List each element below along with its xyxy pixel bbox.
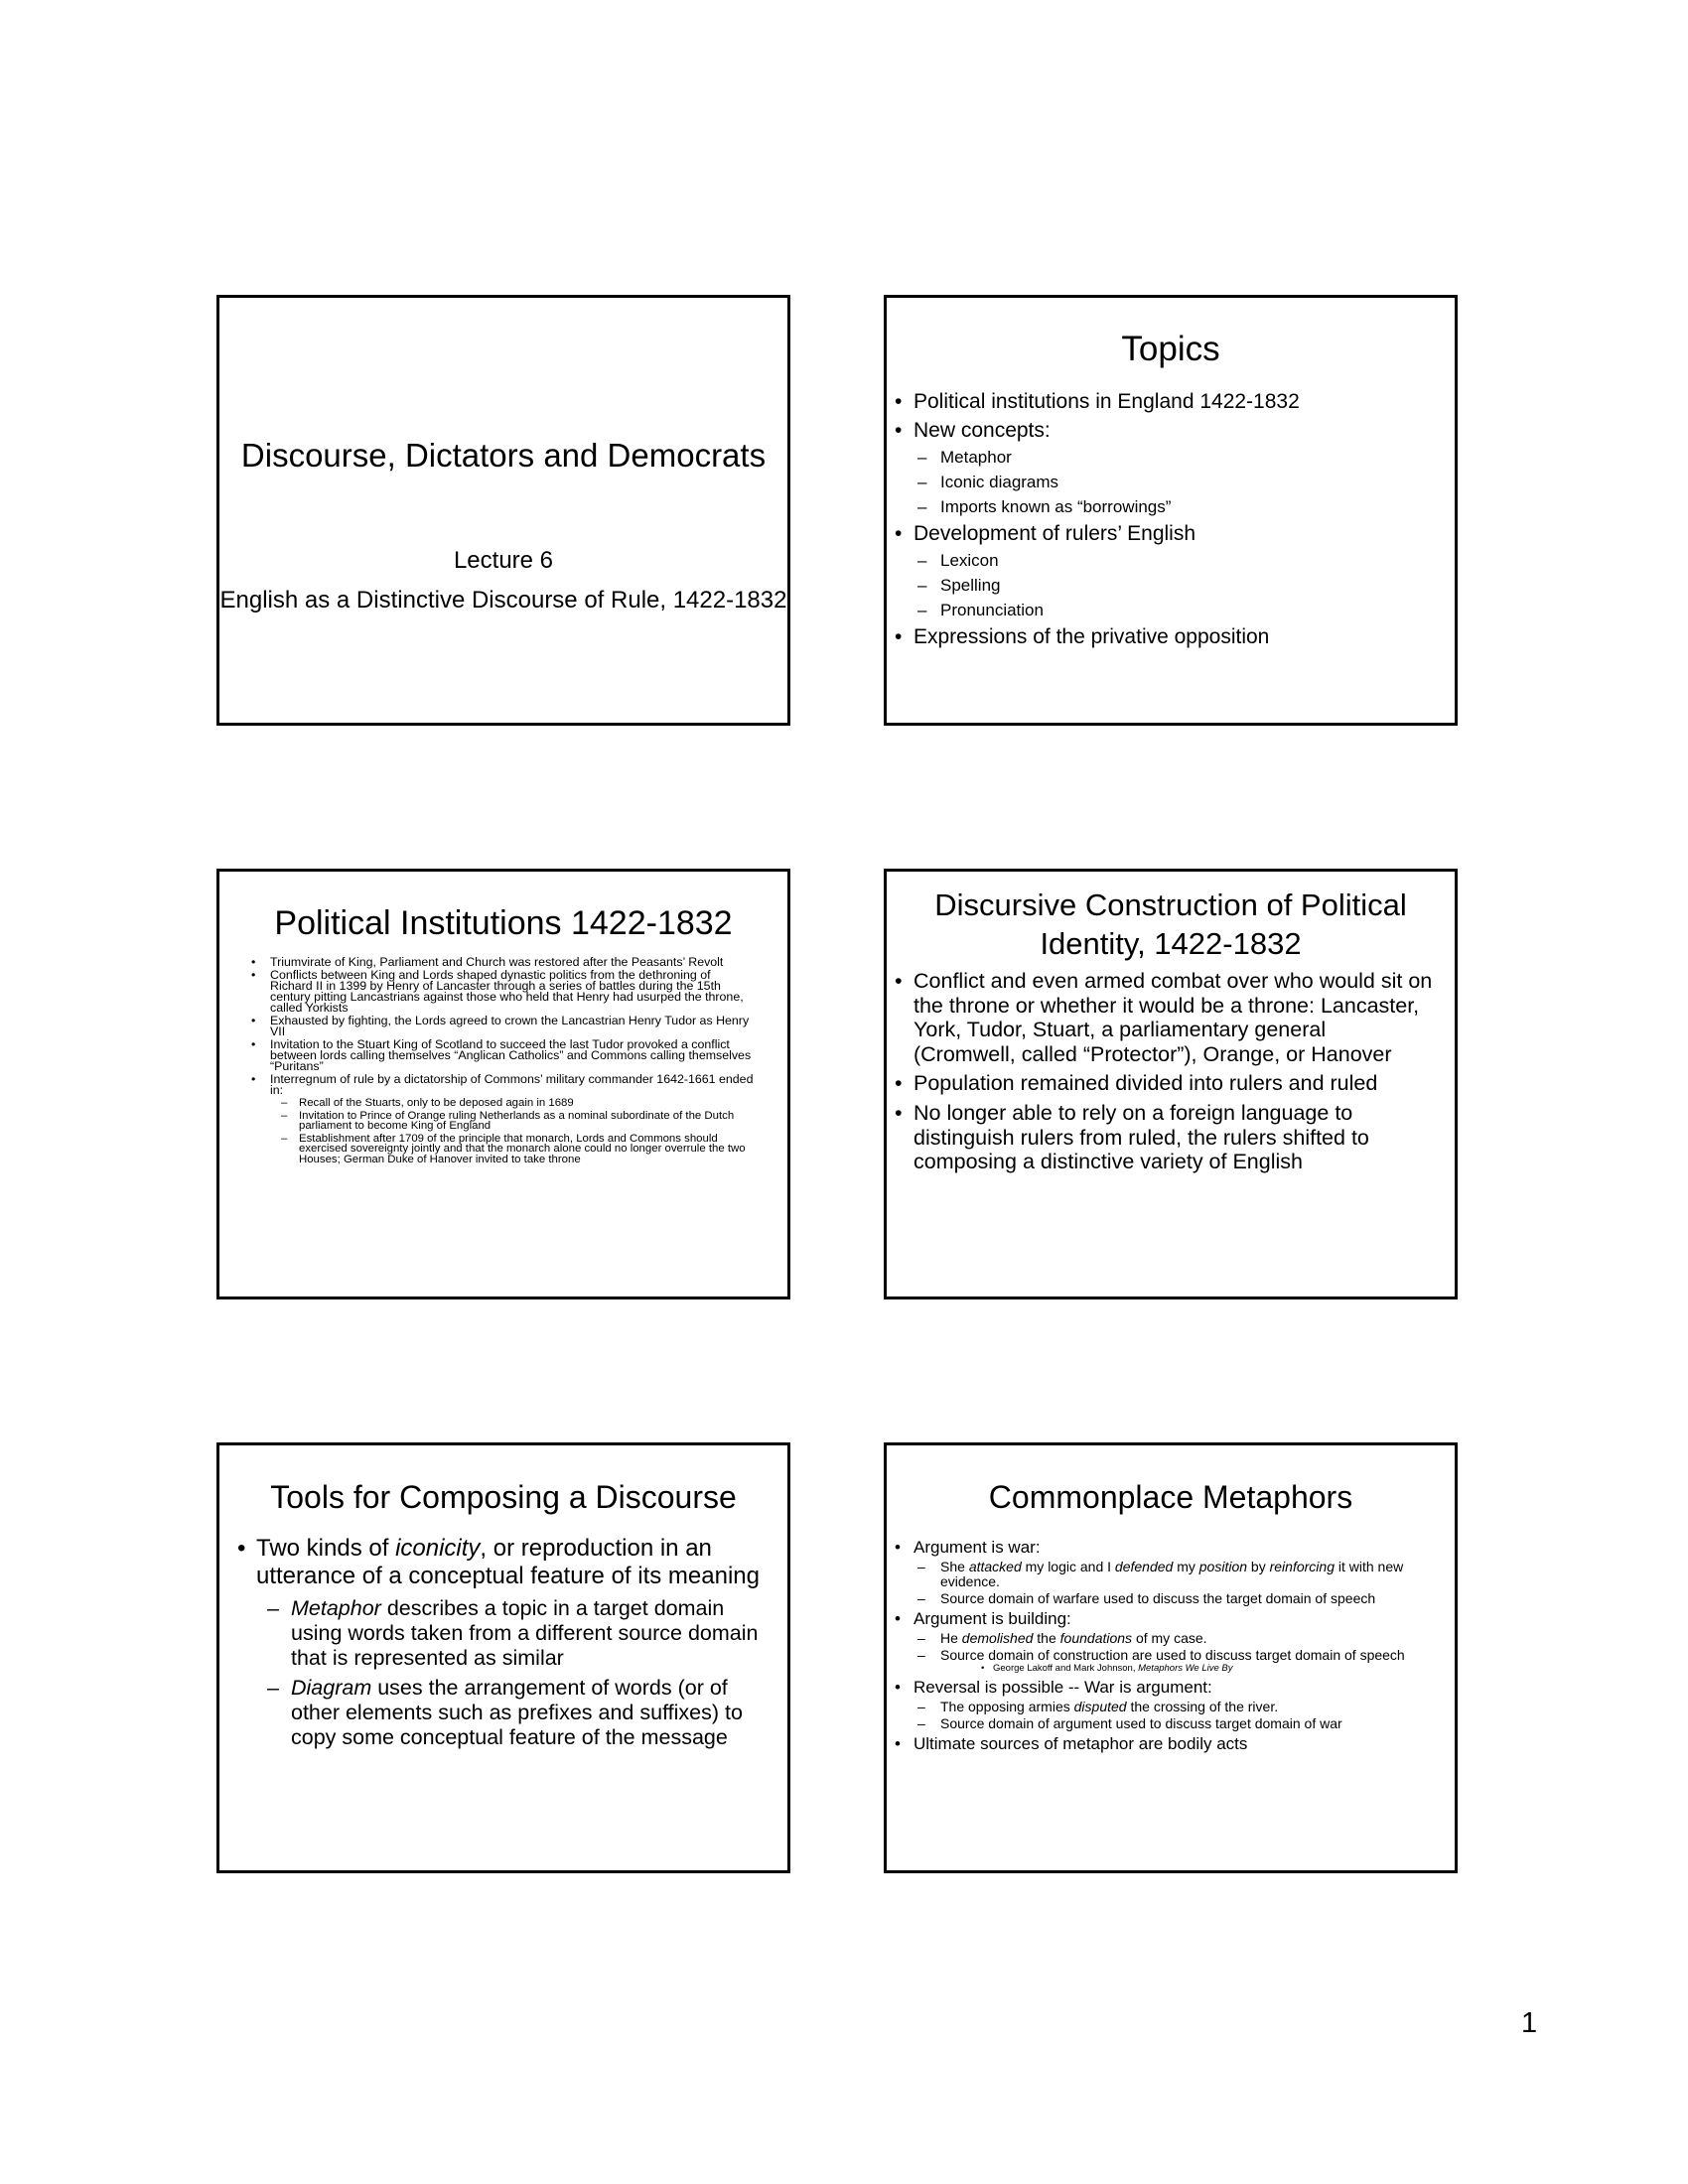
page-number: 1	[1521, 2007, 1538, 2039]
bullet-text-segment: defended	[1114, 1559, 1174, 1574]
bullet-text-segment: Two kinds of	[256, 1535, 396, 1562]
bullet-text-segment: Metaphors We Live By	[1138, 1663, 1233, 1674]
bullet-item	[887, 1734, 1429, 1754]
bullet-text-segment: iconicity	[395, 1535, 481, 1562]
slide-heading: Commonplace Metaphors	[988, 1479, 1353, 1515]
slide-heading: Political Institutions 1422-1832	[274, 904, 733, 942]
bullet-text-segment: position	[1198, 1559, 1248, 1574]
bullet-text-segment: She	[940, 1559, 969, 1574]
bullet-text-segment: Source domain of construction are used to discuss target domain of speech	[940, 1647, 1405, 1663]
bullet-text-segment: Source domain of argument used to discuss target domain of war	[940, 1715, 1342, 1731]
bullet-item: • Population remained divided into rulers and ruled	[887, 1071, 1433, 1096]
bullet-item: • Conflict and even armed combat over who would sit on the throne or whether it would be a throne: Lancaster, York, Tudor, Stuart, a parliamentary general (Cromwell, called “Protector”), Orange, or Hanover	[887, 969, 1433, 1066]
bullet-text-segment: Reversal is possible -- War is argument:	[914, 1678, 1212, 1697]
bullet-text-segment: my logic and I	[1021, 1559, 1115, 1574]
slide-metaphors	[884, 1442, 1458, 1873]
sub-bullet-item	[887, 1560, 1429, 1589]
bullet-text-segment: attacked	[968, 1559, 1022, 1574]
presentation-title: Discourse, Dictators and Democrats	[240, 437, 767, 474]
bullet-text-segment: Diagram	[291, 1676, 372, 1700]
sub-bullet-item: – Invitation to Prince of Orange ruling Netherlands as a nominal subordinate of the Dutch parliament to become King of England	[243, 1111, 754, 1132]
sub-bullet-item: – Establishment after 1709 of the principle that monarch, Lords and Commons should exercised sovereignty jointly and that the monarch alone could no longer overrule the two Houses; German Duke of Hanover invited to take throne	[243, 1134, 754, 1165]
sub-bullet-item	[887, 1700, 1429, 1714]
slide-title	[216, 295, 790, 726]
bullet-text-segment: , or reproduction in an utterance of a conceptual feature of its meaning	[256, 1535, 760, 1589]
slide-tools	[216, 1442, 790, 1873]
bullet-text-segment: Argument is war:	[914, 1538, 1041, 1557]
slide-discursive-construction	[884, 869, 1458, 1299]
bullet-item: • Conflicts between King and Lords shaped dynastic politics from the dethroning of Richard II in 1399 by Henry of Lancaster through a series of battles during the 15th century pitting Lancastrians against those who held that Henry had usurped the throne, called Yorkists	[243, 970, 754, 1014]
slide-heading: Topics	[1121, 330, 1220, 368]
sub-bullet-item: – Imports known as “borrowings”	[887, 494, 1435, 519]
bullet-text-segment: Argument is building:	[914, 1609, 1071, 1628]
bullet-item: • Expressions of the privative opposition	[887, 622, 1435, 651]
lecture-number: Lecture 6	[453, 547, 554, 574]
bullet-item	[887, 1609, 1429, 1629]
bullet-item	[887, 1538, 1429, 1558]
bullet-item: • Political institutions in England 1422-1832	[887, 387, 1435, 416]
sub-bullet-item	[887, 1591, 1429, 1606]
sub-bullet-item	[229, 1676, 764, 1750]
bullet-list	[887, 369, 1455, 651]
slide-political-institutions	[216, 869, 790, 1299]
bullet-text-segment: describes a topic in a target domain using words taken from a different source domain that is represented as similar	[291, 1596, 759, 1670]
bullet-item: • Interregnum of rule by a dictatorship of Commons’ military commander 1642-1661 ended in:	[243, 1074, 754, 1096]
bullet-item: • Triumvirate of King, Parliament and Church was restored after the Peasants’ Revolt	[243, 957, 754, 968]
bullet-text-segment: by	[1247, 1559, 1270, 1574]
bullet-text-segment: George Lakoff and Mark Johnson,	[993, 1663, 1139, 1674]
bullet-list	[219, 1517, 787, 1750]
bullet-text-segment: it with new evidence.	[940, 1559, 1404, 1589]
sub-bullet-item: – Pronunciation	[887, 598, 1435, 622]
bullet-item: • No longer able to rely on a foreign language to distinguish rulers from ruled, the rulers shifted to composing a distinctive variety of English	[887, 1101, 1433, 1174]
bullet-text-segment: reinforcing	[1269, 1559, 1335, 1574]
bullet-text-segment: Source domain of warfare used to discuss the target domain of speech	[940, 1590, 1376, 1606]
slide-heading: Discursive Construction of Political Identity, 1422-1832	[934, 887, 1407, 961]
bullet-text-segment: Metaphor	[291, 1596, 381, 1620]
slide-topics	[884, 295, 1458, 726]
sub-bullet-item	[887, 1648, 1429, 1663]
bullet-text-segment: The opposing armies	[940, 1699, 1074, 1714]
sub-bullet-item: – Iconic diagrams	[887, 470, 1435, 494]
sub-bullet-item: – Recall of the Stuarts, only to be deposed again in 1689	[243, 1098, 754, 1109]
bullet-item	[887, 1678, 1429, 1698]
sub-bullet-item	[229, 1596, 764, 1671]
bullet-text-segment: my	[1173, 1559, 1199, 1574]
lecture-subtitle: English as a Distinctive Discourse of Rule, 1422-1832	[219, 587, 787, 614]
bullet-text-segment: He	[940, 1630, 962, 1646]
bullet-item: • Invitation to the Stuart King of Scotland to succeed the last Tudor provoked a conflict between lords calling themselves “Anglican Catholics” and Commons calling themselves “Puritans”	[243, 1039, 754, 1072]
bullet-list	[219, 943, 787, 1164]
citation-item	[887, 1663, 1429, 1675]
bullet-text-segment: uses the arrangement of words (or of other elements such as prefixes and suffixes) to copy some conceptual feature of the message	[291, 1676, 743, 1749]
bullet-text-segment: demolished	[961, 1630, 1034, 1646]
sub-bullet-item	[887, 1631, 1429, 1646]
bullet-text-segment: of my case.	[1132, 1630, 1207, 1646]
bullet-list	[887, 1517, 1455, 1754]
bullet-text-segment: foundations	[1059, 1630, 1133, 1646]
bullet-item	[229, 1535, 764, 1590]
bullet-text-segment: disputed	[1073, 1699, 1127, 1714]
bullet-text-segment: Ultimate sources of metaphor are bodily acts	[914, 1734, 1248, 1753]
sub-bullet-item	[887, 1716, 1429, 1731]
sub-bullet-item: – Lexicon	[887, 548, 1435, 573]
bullet-text-segment: the crossing of the river.	[1126, 1699, 1279, 1714]
bullet-item: • New concepts:	[887, 416, 1435, 445]
bullet-item: • Development of rulers’ English	[887, 519, 1435, 548]
bullet-text-segment: the	[1033, 1630, 1060, 1646]
bullet-list	[887, 963, 1455, 1174]
slide-heading: Tools for Composing a Discourse	[270, 1479, 737, 1515]
sub-bullet-item: – Metaphor	[887, 445, 1435, 470]
sub-bullet-item: – Spelling	[887, 573, 1435, 598]
bullet-item: • Exhausted by fighting, the Lords agreed to crown the Lancastrian Henry Tudor as Henry VII	[243, 1016, 754, 1037]
